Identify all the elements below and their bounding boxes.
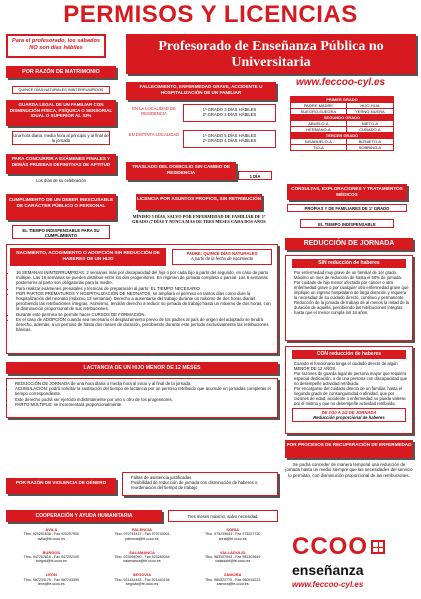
grado-cell: SOBRINO-A [346, 145, 393, 151]
loc1-g1: 1º GRADO 3 DÍAS HÁBILES [202, 107, 257, 112]
list-item: • Para realizar exámenes prenatales y técnicas de preparación al parto: EL TIEMPO NECESARIO [16, 286, 274, 291]
subtitle-banner [126, 34, 416, 74]
traslado-title: TRASLADO DEL DOMICILIO SIN CAMBIO DE RESIDENCIA [126, 162, 236, 180]
grado-cell: BISABUELO-A [291, 139, 347, 145]
examenes-text: Los días de su celebración [36, 178, 86, 183]
brand-url[interactable]: www.feccoo-cyl.es [292, 580, 364, 589]
grado-cell: TÍO-A [291, 145, 347, 151]
list-item: • Por encargarse del cuidado directo de un familiar, hasta el segundo grado de consanguinidad o afinidad, que por razones de edad, accidente o enfermedad no pueda valerse por sí mismo y que no desempeñe actividad retribuida. [294, 386, 410, 406]
grado-cell: PADRE-MADRE [291, 103, 347, 109]
fallecimiento-title: FALLECIMIENTO, ENFERMEDAD GRAVE, ACCIDENTE U HOSPITALIZACIÓN DE UN FAMILIAR [126, 82, 276, 100]
consultas-sub: PROPIAS Y DE FAMILIARES DE 1º GRADO [287, 204, 407, 212]
list-item: • Posibilidad de reducción de jornada con disminución de haberes o reordenación del tiempo de trabajo [131, 480, 275, 490]
logo-text: CCOO [292, 533, 368, 560]
fallecimiento-loc2 [128, 130, 278, 152]
grado-cell: YERNO-NUERA [346, 109, 393, 115]
provincia-zamora: ZAMORA Tfno. 980522770 - Fax 980515223 zamora@fe.ccoo.es [204, 572, 261, 586]
list-item: • Por razones de guarda legal de persona mayor que requiera especial dedicación, o de una persona con discapacidad que no desempeñe actividad retribuida. [294, 371, 410, 386]
fallecimiento-loc1 [128, 104, 278, 126]
traslado-days: 1 DÍA [238, 171, 272, 180]
grado-cell: NIETO-A [346, 121, 393, 127]
nacimiento-padre [172, 249, 272, 265]
con-note2: Reducción proporcional de haberes [313, 415, 385, 421]
list-item: • Este derecho podrá ser ejercido indistintamente por uno u otro de los progenitores. [15, 397, 275, 402]
consultas-text: EL TIEMPO INDISPENSABLE [300, 219, 394, 228]
grado-primer: PRIMER GRADO [291, 97, 394, 103]
reduccion-con-note [292, 408, 406, 422]
subtitle: Profesorado de Enseñanza Pública no Universitaria [158, 39, 384, 70]
asuntos-title: LICENCIA POR ASUNTOS PROPIOS, SIN RETRIBUCIÓN [136, 194, 262, 210]
grado-cell: ABUELO-A [291, 121, 347, 127]
reduccion-sin-title: SIN reducción de haberes [292, 259, 406, 268]
provincias-footer [6, 528, 278, 596]
list-item: • Durante este permiso se permite hacer CURSOS DE FORMACIÓN. [16, 312, 274, 317]
loc1-label: EN LA LOCALIDAD DE RESIDENCIA [132, 106, 176, 117]
list-item: • 16 SEMANAS ININTERRUMPIDAS: 2 semanas más por discapacidad del hijo o por cada hijo a partir del segundo, en caso de parto múltiple. Las 16 semanas se pueden distribuir entre los dos progenitores. En régimen de jornada completa o parcial. Las 6 semanas posteriores al parto son obligatorias para la madre. [16, 270, 274, 286]
brand-logo [292, 534, 412, 560]
page-title: PERMISOS Y LICENCIAS [63, 1, 358, 28]
list-item: • POR PARTOS PREMATUROS Y HOSPITALIZACIÓN DE NEONATOS, se ampliará el permiso en tantos días como dure la hospitalización del neonato (máximo 13 semanas). Derecho a ausentarse del trabajo durante un máximo de dos horas diarias percibiendo las retribuciones íntegras. Asimismo, tendrán derecho a reducir su jornada de trabajo hasta un máximo de dos horas, con la disminución proporcional de sus retribuciones. [16, 291, 274, 312]
intro-text: Para el profesorado, los sábados NO son días hábiles [12, 38, 100, 51]
guarda-text: Una hora diaria, media hora al principio y al final de la jornada [13, 133, 109, 144]
list-item: • ACUMULACIÓN: podrá solicitar la sustitución del tiempo de lactancia por un permiso retribuido que acumule en jornadas completas el tiempo correspondiente. [15, 386, 275, 396]
lactancia-panel [6, 378, 278, 418]
list-item: • PARTO MÚLTIPLE: se incrementará proporcionalmente. [15, 402, 275, 407]
loc2-grades [183, 130, 276, 148]
reduccion-sin-panel [285, 255, 413, 341]
matrimonio-text: QUINCE DÍAS NATURALES ININTERRUMPIDOS [12, 86, 110, 94]
asuntos-text: MÍNIMO 5 DÍAS, SALVO POR ENFERMEDAD DE FAMILIAR DE 1º GRADO (7 DÍAS Y NUNCA MAS DE TRES MESES CADA DOS AÑOS [132, 214, 266, 225]
examenes-title: PARA CONCURRIR A EXÁMENES FINALES Y DEMÁS PRUEBAS DEFINITIVAS DE APTITUD [6, 154, 116, 174]
recuperacion-text: Se podrá conceder de manera temporal una reducción de jornada hasta un medio siempre que las necesidades del servicio lo permitan, con disminución proporcional de las retribuciones. [285, 462, 413, 478]
header-url[interactable]: www.feccoo-cyl.es [296, 77, 386, 88]
grado-tercer: TERCER GRADO [291, 133, 394, 139]
list-item: • En el caso de ADOPCIÓN cuando sea necesario el desplazamiento previo de los padres al país de origen del adoptado se tendrá derecho, además, a un permiso de hasta dos meses de duración, percibiendo durante este período exclusivamente las retribuciones básicas. [16, 317, 274, 333]
list-item: • Por enfermedad muy grave de un familiar de 1er grado. Máximo un mes de reducción de hasta el 50% de jornada. [294, 270, 410, 280]
list-item: • Por cuidado de hijo menor afectado por cáncer o otra enfermedad grave o por cualquier otra enfermedad grave que implique un ingreso hospitalario de larga duración y requiera la necesidad de su cuidado directo, continuo y permanente. Reducción de la jornada de trabajo de al menos la mitad de la duración de aquélla, percibiendo las retribuciones íntegras hasta que el menor cumpla los 18 años. [294, 280, 410, 315]
grado-cell: BIZNIETO-A [346, 139, 393, 145]
provincia-burgos: BURGOS Tfno. 947257816 - Fax 947202100 burgos@fe.ccoo.es [23, 549, 79, 564]
padre-sub: A partir de la fecha de nacimiento [190, 256, 254, 262]
grado-cell: CUÑADO-A [346, 127, 393, 133]
logo-mark-icon [371, 540, 385, 554]
lactancia-title: LACTANCIA DE UN HIJO MENOR DE 12 MESES [6, 362, 278, 374]
grado-cell: SUEGRO-SUEGRA [291, 109, 347, 115]
matrimonio-title: POR RAZÓN DE MATRIMONIO [6, 66, 116, 78]
reduccion-con-title: CON reducción de haberes [292, 350, 406, 359]
loc2-g2: 2º GRADO 4 DÍAS HÁBILES [202, 138, 257, 144]
cooperacion-text: Tres meses máximo, salvo necesidad. [168, 510, 278, 522]
grado-segundo: SEGUNDO GRADO [291, 115, 394, 121]
provincia-soria: SORIA Tfno. 975239644 - Fax 975227730 soria@fe.ccoo.es [204, 527, 261, 541]
list-item: • Faltas de asistencia justificadas [131, 475, 275, 480]
provincia-valladolid: VALLADOLID Tfno. 983307543 - Fax 983303649 valladolid@fe.ccoo.es [204, 549, 261, 564]
con-note1: DE 1/10 A 1/2 DE JORNADA [321, 410, 377, 415]
reduccion-title: REDUCCIÓN DE JORNADA [285, 238, 413, 250]
list-item: • Cuando el funcionario tenga el cuidado directo de algún MENOR DE 12 AÑOS. [294, 361, 410, 371]
loc2-label: EN DISTINTA LOCALIDAD [128, 132, 180, 137]
provincia-palencia: PALENCIA Tfno. 979741417 - Fax 979743001 palencia@fe.ccoo.es [114, 527, 170, 541]
grado-cell: HIJO-HIJA [346, 103, 393, 109]
deber-title: CUMPLIMIENTO DE UN DEBER INEXCUSABLE DE CARÁCTER PÚBLICO O PERSONAL [6, 194, 116, 220]
recuperacion-title: POR PROCESOS DE RECUPERACIÓN DE ENFERMEDAD [285, 440, 413, 458]
guarda-title: GUARDA LEGAL DE UN FAMILIAR CON DISMINUCIÓN FÍSICA, PSÍQUICA O SENSORIAL IGUAL O SUPERIOR AL 33% [6, 100, 116, 126]
provincia-leon: LEÓN Tfno. 987234176 - Fax 987243390 leon@fe.ccoo.es [23, 572, 79, 586]
loc1-g2: 2º GRADO 2 DÍAS HÁBILES [202, 112, 257, 118]
nacimiento-list [10, 270, 274, 332]
brand-word: enseñanza [292, 562, 364, 578]
consultas-title: CONSULTAS, EXPLORACIONES Y TRATAMIENTOS MÉDICOS [287, 184, 407, 200]
loc2-g1: 1º GRADO 5 DÍAS HÁBILES [202, 133, 257, 138]
cooperacion-title: COOPERACIÓN Y AYUDA HUMANITARIA [6, 510, 162, 522]
violencia-title: POR RAZÓN DE VIOLENCIA DE GÉNERO [6, 478, 116, 494]
provincia-avila: ÁVILA Tfno. 920251638 - Fax 920257900 avila@fe.ccoo.es [23, 527, 79, 541]
provincia-segovia: SEGOVIA Tfno. 921444453 - Fax 921442154 segovia@fe.ccoo.es [114, 572, 170, 586]
nacimiento-title: NACIMIENTO, ACOGIMIENTO O ADOPCIÓN SIN REDUCCIÓN DE HABERES DE UN HIJO [10, 248, 166, 266]
list-item: • REDUCCIÓN DE JORNADA de una hora diaria o media hora al inicio y al final de la jornada. [15, 381, 275, 386]
intro-note [6, 34, 106, 58]
padre-title: PADRE: QUINCE DÍAS NATURALES [186, 251, 258, 256]
violencia-panel [122, 472, 278, 496]
deber-text: EL TIEMPO INDISPENSABLE PARA SU CUMPLIMIENTO [12, 225, 110, 239]
grados-table [290, 96, 394, 151]
grado-cell: HERMANO-A [291, 127, 347, 133]
reduccion-con-panel [285, 346, 413, 434]
provincia-salamanca: SALAMANCA Tfno. 923264090 - Fax 923282044 salamanca@fe.ccoo.es [114, 549, 170, 564]
loc1-grades [183, 104, 276, 122]
